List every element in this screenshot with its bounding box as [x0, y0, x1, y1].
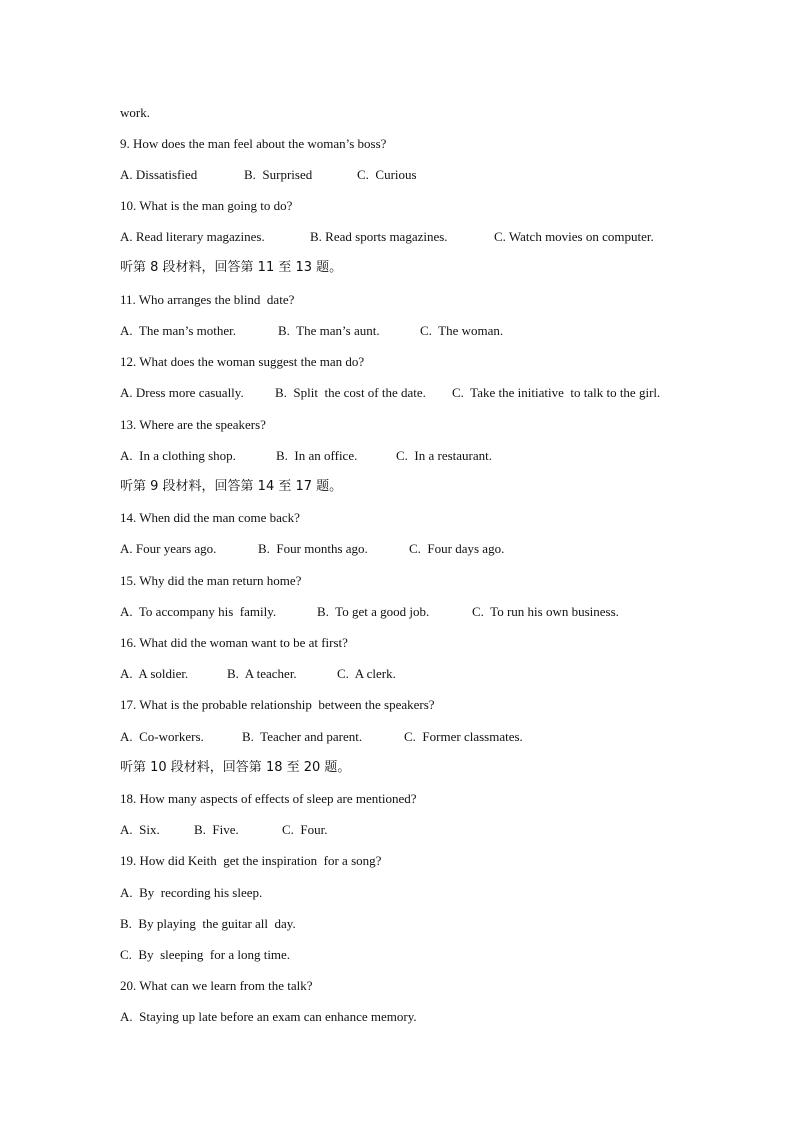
- question-19: 19. How did Keith get the inspiration for a song?: [120, 853, 382, 868]
- question-9-option-b: B. Surprised: [244, 167, 313, 182]
- question-20: 20. What can we learn from the talk?: [120, 978, 313, 993]
- question-11-option-c: C. The woman.: [420, 323, 504, 338]
- question-9-option-a: A. Dissatisfied: [120, 167, 198, 182]
- question-19-option-a: A. By recording his sleep.: [120, 885, 263, 900]
- question-17-option-c: C. Former classmates.: [404, 729, 523, 744]
- section-9-heading: 听第 9 段材料，回答第 14 至 17 题。: [120, 479, 343, 494]
- question-18-option-b: B. Five.: [194, 822, 239, 837]
- question-17: 17. What is the probable relationship between the speakers?: [120, 697, 435, 712]
- question-19-option-c: C. By sleeping for a long time.: [120, 947, 291, 962]
- question-19-option-b: B. By playing the guitar all day.: [120, 916, 296, 931]
- question-15-option-b: B. To get a good job.: [317, 604, 430, 619]
- question-14: 14. When did the man come back?: [120, 510, 300, 525]
- question-16-option-c: C. A clerk.: [337, 666, 396, 681]
- question-12-option-a: A. Dress more casually.: [120, 385, 244, 400]
- question-13-option-c: C. In a restaurant.: [396, 448, 493, 463]
- question-11-option-a: A. The man’s mother.: [120, 323, 237, 338]
- section-10-heading: 听第 10 段材料，回答第 18 至 20 题。: [120, 760, 351, 775]
- question-16: 16. What did the woman want to be at first?: [120, 635, 348, 650]
- continued-text: work.: [120, 105, 150, 120]
- question-18: 18. How many aspects of effects of sleep are mentioned?: [120, 791, 417, 806]
- question-16-option-a: A. A soldier.: [120, 666, 189, 681]
- question-18-option-a: A. Six.: [120, 822, 160, 837]
- question-20-option-a: A. Staying up late before an exam can enhance memory.: [120, 1009, 417, 1024]
- question-15: 15. Why did the man return home?: [120, 573, 302, 588]
- question-10-option-a: A. Read literary magazines.: [120, 229, 265, 244]
- question-12-option-b: B. Split the cost of the date.: [275, 385, 426, 400]
- question-9-option-c: C. Curious: [357, 167, 417, 182]
- question-17-option-a: A. Co-workers.: [120, 729, 204, 744]
- question-12: 12. What does the woman suggest the man do?: [120, 354, 365, 369]
- question-17-option-b: B. Teacher and parent.: [242, 729, 363, 744]
- question-14-option-b: B. Four months ago.: [258, 541, 368, 556]
- question-11-option-b: B. The man’s aunt.: [278, 323, 380, 338]
- question-14-option-a: A. Four years ago.: [120, 541, 217, 556]
- question-10-option-c: C. Watch movies on computer.: [494, 229, 654, 244]
- question-15-option-a: A. To accompany his family.: [120, 604, 277, 619]
- question-11: 11. Who arranges the blind date?: [120, 292, 295, 307]
- question-10-option-b: B. Read sports magazines.: [310, 229, 448, 244]
- question-18-option-c: C. Four.: [282, 822, 328, 837]
- question-14-option-c: C. Four days ago.: [409, 541, 505, 556]
- question-13-option-b: B. In an office.: [276, 448, 358, 463]
- question-10: 10. What is the man going to do?: [120, 198, 293, 213]
- question-16-option-b: B. A teacher.: [227, 666, 297, 681]
- question-15-option-c: C. To run his own business.: [472, 604, 619, 619]
- question-9: 9. How does the man feel about the woman’s boss?: [120, 136, 387, 151]
- question-13-option-a: A. In a clothing shop.: [120, 448, 236, 463]
- question-13: 13. Where are the speakers?: [120, 417, 266, 432]
- question-12-option-c: C. Take the initiative to talk to the girl.: [452, 385, 661, 400]
- section-8-heading: 听第 8 段材料，回答第 11 至 13 题。: [120, 260, 343, 275]
